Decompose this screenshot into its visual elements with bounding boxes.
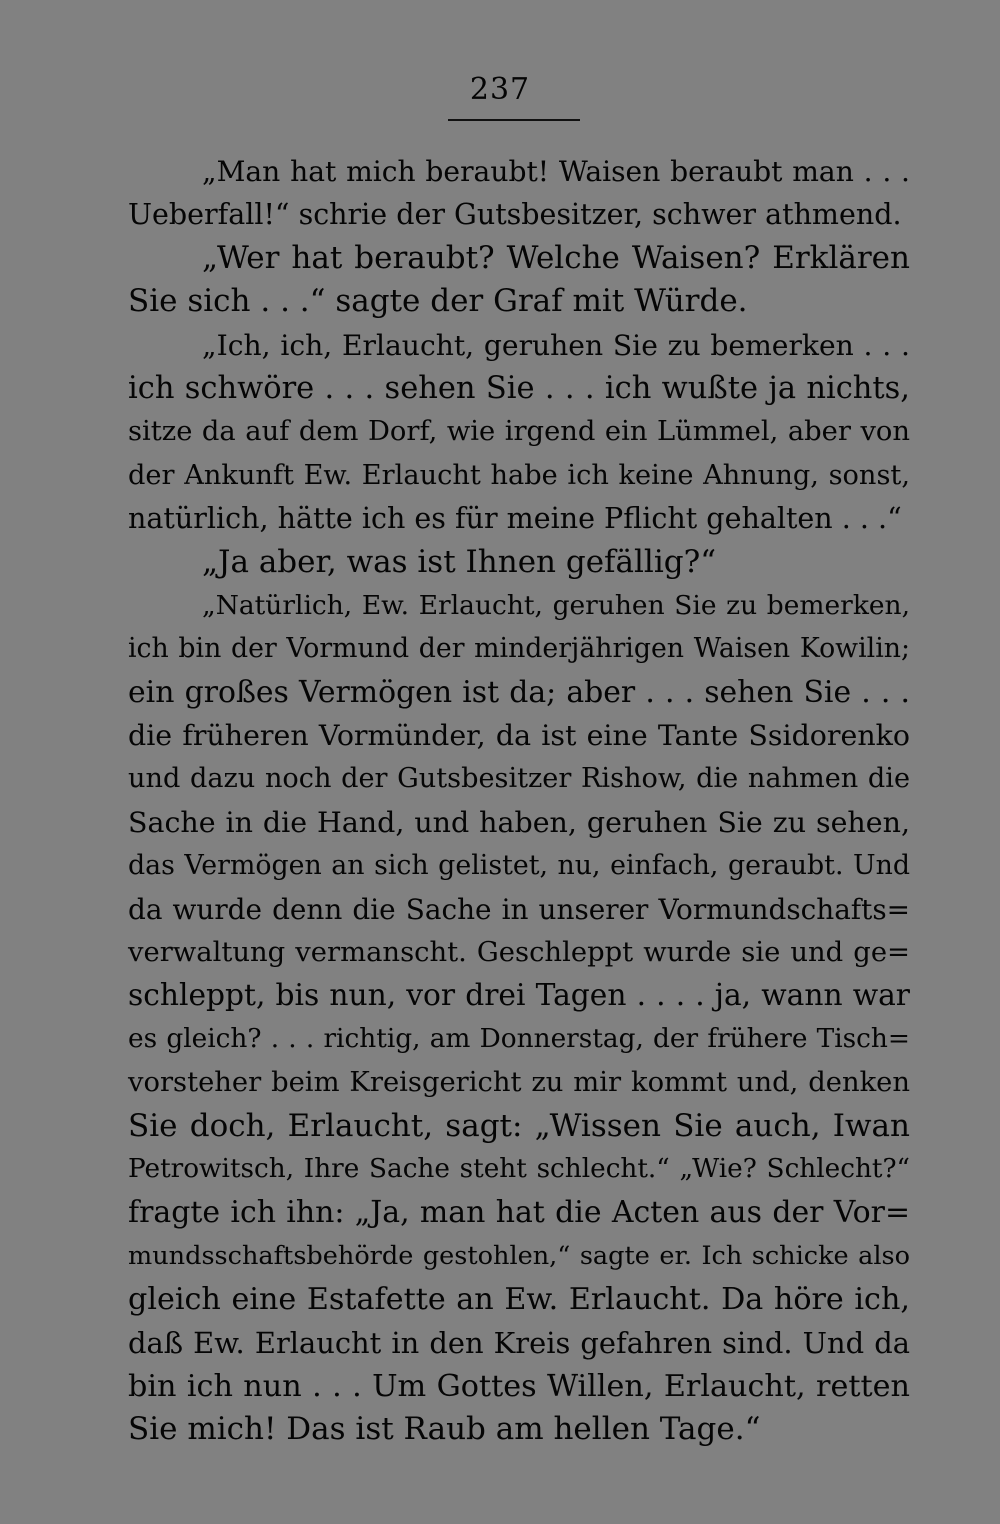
text-line: Sie mich! Das ist Raub am hellen Tage.“ bbox=[128, 1411, 761, 1448]
text-line: und dazu noch der Gutsbesitzer Rishow, die nahmen die bbox=[128, 763, 910, 795]
text-line: Sie sich . . .“ sagte der Graf mit Würde. bbox=[128, 283, 748, 320]
text-line: fragte ich ihn: „Ja, man hat die Acten aus der Vor= bbox=[128, 1195, 910, 1231]
text-line: es gleich? . . . richtig, am Donnerstag, der frühere Tisch= bbox=[128, 1023, 910, 1054]
text-line: Ueberfall!“ schrie der Gutsbesitzer, schwer athmend. bbox=[128, 198, 902, 232]
text-line: ein großes Vermögen ist da; aber . . . sehen Sie . . . bbox=[128, 674, 910, 710]
text-line: mundsschaftsbehörde gestohlen,“ sagte er. Ich schicke also bbox=[128, 1240, 910, 1271]
text-line: der Ankunft Ew. Erlaucht habe ich keine Ahnung, sonst, bbox=[128, 459, 910, 491]
text-line: bin ich nun . . . Um Gottes Willen, Erlaucht, retten bbox=[128, 1368, 910, 1404]
text-line: Sie doch, Erlaucht, sagt: „Wissen Sie auch, Iwan bbox=[128, 1107, 910, 1144]
text-line: das Vermögen an sich gelistet, nu, einfach, geraubt. Und bbox=[128, 850, 910, 882]
page-number: 237 bbox=[469, 72, 531, 107]
text-line: daß Ew. Erlaucht in den Kreis gefahren sind. Und da bbox=[128, 1325, 910, 1360]
text-line: ich bin der Vormund der minderjährigen Waisen Kowilin; bbox=[128, 633, 910, 665]
text-line: schleppt, bis nun, vor drei Tagen . . . . ja, wann war bbox=[128, 978, 910, 1014]
text-line: Petrowitsch, Ihre Sache steht schlecht.“ „Wie? Schlecht?“ bbox=[128, 1153, 910, 1184]
text-line: Sache in die Hand, und haben, geruhen Sie zu sehen, bbox=[128, 805, 910, 839]
body-text bbox=[128, 150, 910, 1452]
text-line: „Natürlich, Ew. Erlaucht, geruhen Sie zu bemerken, bbox=[202, 589, 910, 621]
text-line: „Ja aber, was ist Ihnen gefällig?“ bbox=[202, 543, 717, 580]
text-line: sitze da auf dem Dorf, wie irgend ein Lümmel, aber von bbox=[128, 416, 910, 448]
text-line: ich schwöre . . . sehen Sie . . . ich wußte ja nichts, bbox=[128, 370, 910, 406]
text-line: natürlich, hätte ich es für meine Pflicht gehalten . . .“ bbox=[128, 502, 902, 536]
text-line: „Wer hat beraubt? Welche Waisen? Erklären bbox=[202, 239, 910, 276]
page-number-rule bbox=[448, 119, 580, 121]
text-line: „Ich, ich, Erlaucht, geruhen Sie zu bemerken . . . bbox=[202, 328, 910, 362]
text-line: vorsteher beim Kreisgericht zu mir kommt und, denken bbox=[128, 1067, 910, 1099]
text-line: die früheren Vormünder, da ist eine Tante Ssidorenko bbox=[128, 719, 910, 753]
text-line: da wurde denn die Sache in unserer Vormundschafts= bbox=[128, 892, 910, 926]
text-line: gleich eine Estafette an Ew. Erlaucht. Da höre ich, bbox=[128, 1282, 910, 1318]
text-line: verwaltung vermanscht. Geschleppt wurde sie und ge= bbox=[128, 937, 910, 969]
text-line: „Man hat mich beraubt! Waisen beraubt man . . . bbox=[202, 155, 910, 188]
